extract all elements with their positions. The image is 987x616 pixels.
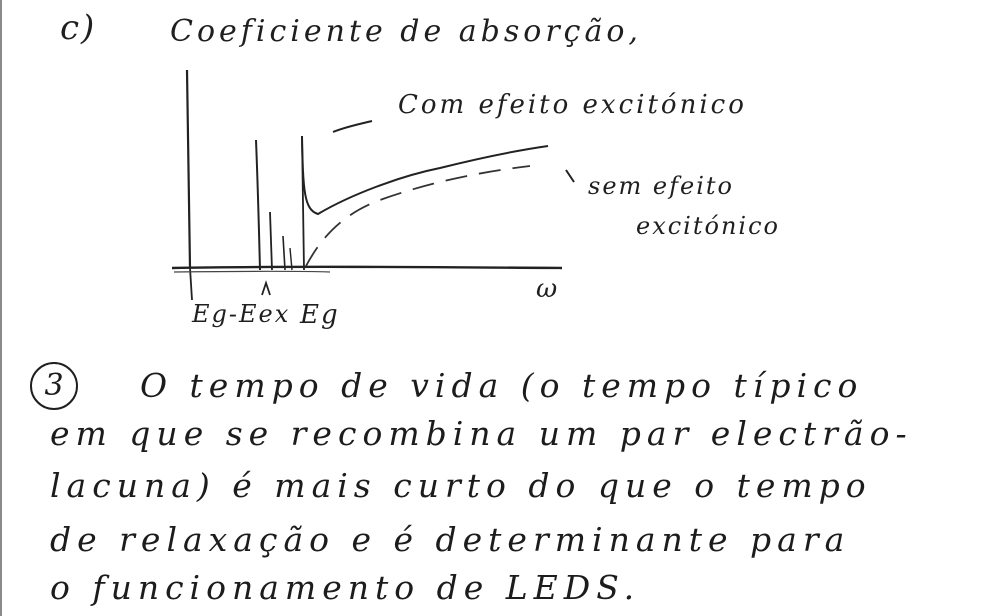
part-label: c) <box>60 8 97 48</box>
tick-eg: Eg <box>300 300 340 330</box>
curve-with-exciton <box>302 136 548 214</box>
y-axis-tail <box>190 268 192 300</box>
label-without-exciton-line1: sem efeito <box>588 172 734 200</box>
tick-eg-minus-eex: Eg-Eex <box>192 300 291 328</box>
paragraph-line-4: de relaxação e é determinante para <box>50 520 851 559</box>
exciton-peak-2 <box>270 212 272 270</box>
exciton-peak-3 <box>283 236 285 270</box>
pointer-without-exciton <box>566 170 574 182</box>
y-axis <box>187 70 190 268</box>
heading: Coeficiente de absorção, <box>170 14 642 49</box>
paragraph-line-5: o funcionamento de LEDS. <box>50 568 641 607</box>
label-with-exciton: Com efeito excitónico <box>398 90 747 120</box>
paragraph-line-1: O tempo de vida (o tempo típico <box>140 366 864 405</box>
x-axis <box>172 267 562 268</box>
x-axis-label: ω <box>536 274 560 304</box>
paragraph-line-3: lacuna) é mais curto do que o tempo <box>50 466 872 505</box>
exciton-peak-1 <box>256 140 260 270</box>
curve-with-exciton-left <box>302 136 304 270</box>
question-number: 3 <box>30 362 78 410</box>
label-without-exciton-line2: excitónico <box>636 212 780 240</box>
paragraph-line-2: em que se recombina um par electrão- <box>50 414 913 453</box>
tick-arrow <box>262 283 270 295</box>
pointer-with-exciton <box>333 121 372 132</box>
x-axis-double <box>174 271 330 272</box>
curve-without-exciton <box>306 166 530 266</box>
